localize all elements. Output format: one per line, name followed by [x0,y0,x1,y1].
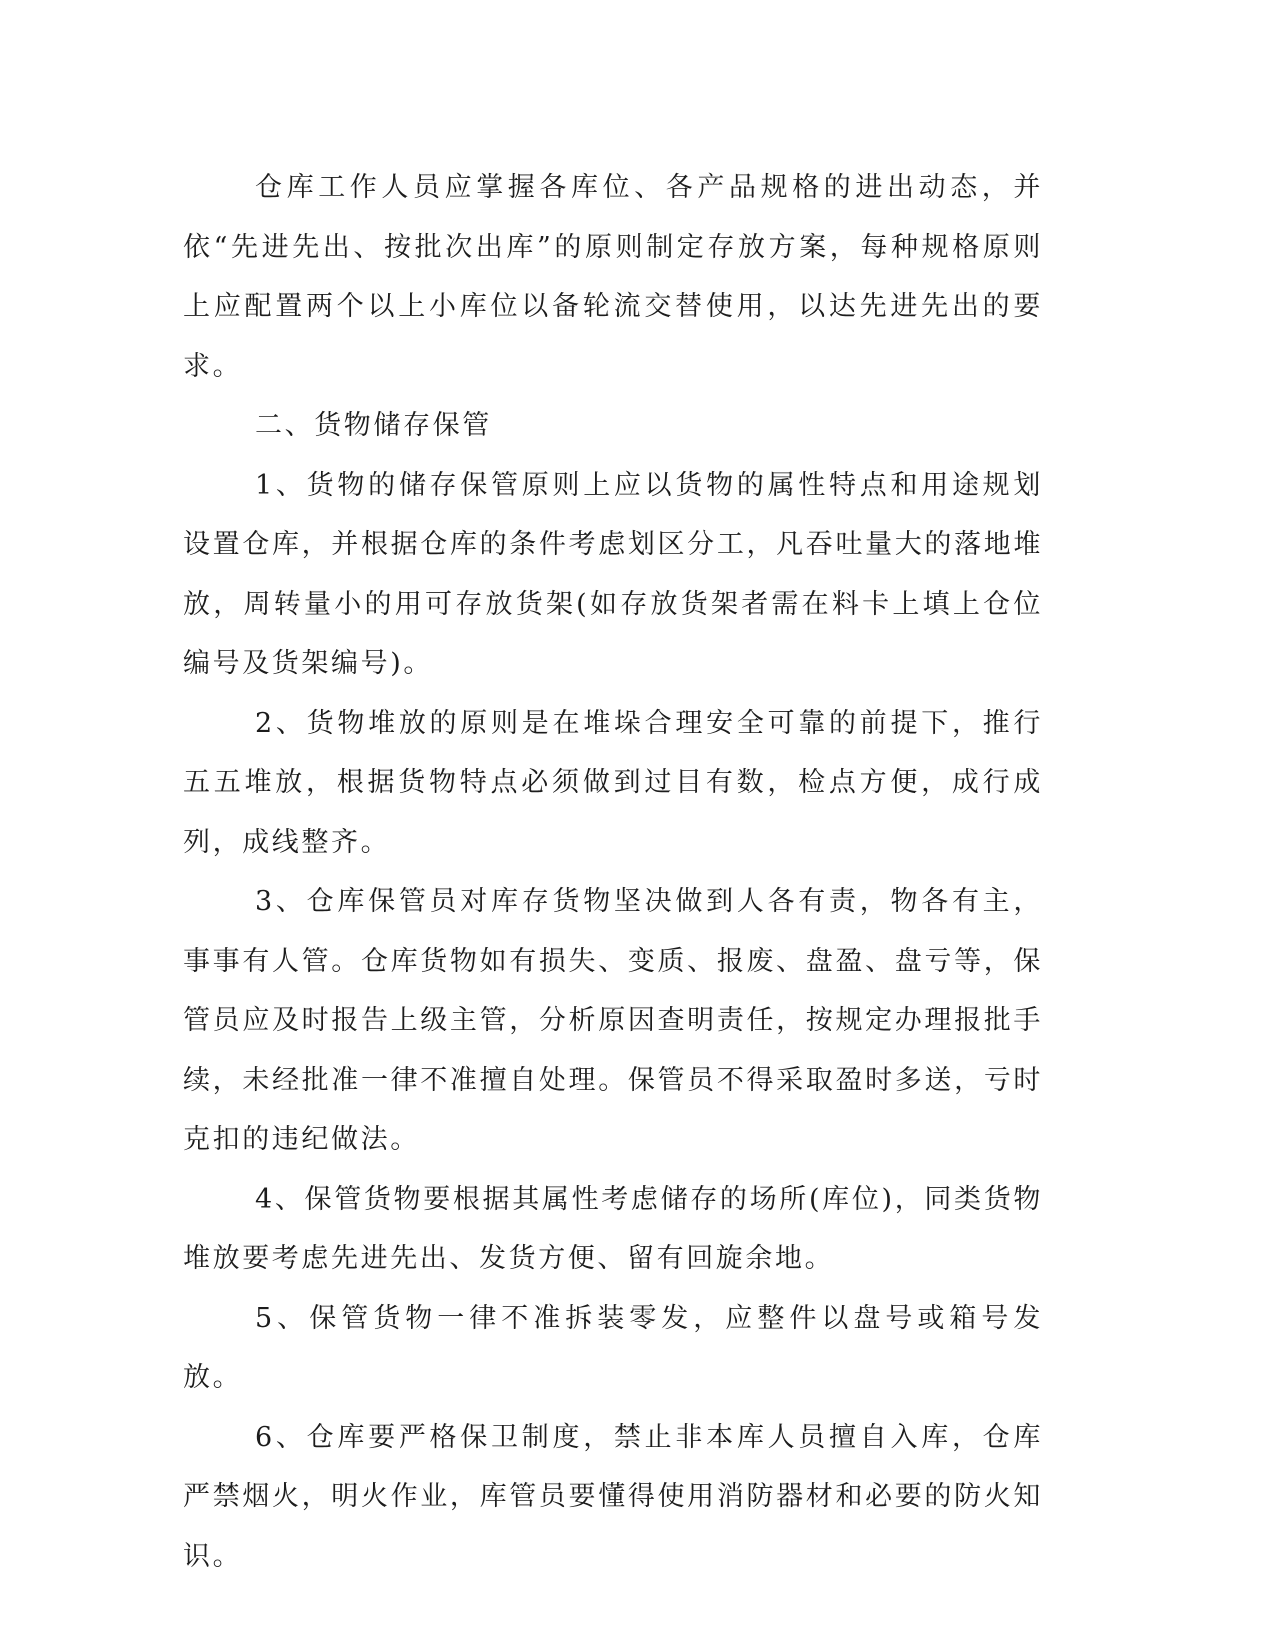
paragraph-intro: 仓库工作人员应掌握各库位、各产品规格的进出动态，并依“先进先出、按批次出库”的原则制定存放方案，每种规格原则上应配置两个以上小库位以备轮流交替使用，以达先进先出的要求。 [183,172,1043,382]
paragraph-item-3: 3、仓库保管员对库存货物坚决做到人各有责，物各有主，事事有人管。仓库货物如有损失、变质、报废、盘盈、盘亏等，保管员应及时报告上级主管，分析原因查明责任，按规定办理报批手续，未经批准一律不准擅自处理。保管员不得采取盈时多送，亏时克扣的违纪做法。 [183,886,1043,1155]
paragraph-item-4: 4、保管货物要根据其属性考虑储存的场所(库位)，同类货物堆放要考虑先进先出、发货方便、留有回旋余地。 [183,1183,1043,1274]
paragraph-item-1: 1、货物的储存保管原则上应以货物的属性特点和用途规划设置仓库，并根据仓库的条件考虑划区分工，凡吞吐量大的落地堆放，周转量小的用可存放货架(如存放货架者需在料卡上填上仓位编号及货架编号)。 [183,469,1043,679]
section-heading: 二、货物储存保管 [255,410,492,441]
paragraph-item-2: 2、货物堆放的原则是在堆垛合理安全可靠的前提下，推行五五堆放，根据货物特点必须做到过目有数，检点方便，成行成列，成线整齐。 [183,707,1043,858]
paragraph-item-6: 6、仓库要严格保卫制度，禁止非本库人员擅自入库，仓库严禁烟火，明火作业，库管员要懂得使用消防器材和必要的防火知识。 [183,1421,1043,1572]
paragraph-item-5: 5、保管货物一律不准拆装零发，应整件以盘号或箱号发放。 [183,1302,1043,1393]
document-body [183,158,1043,1586]
